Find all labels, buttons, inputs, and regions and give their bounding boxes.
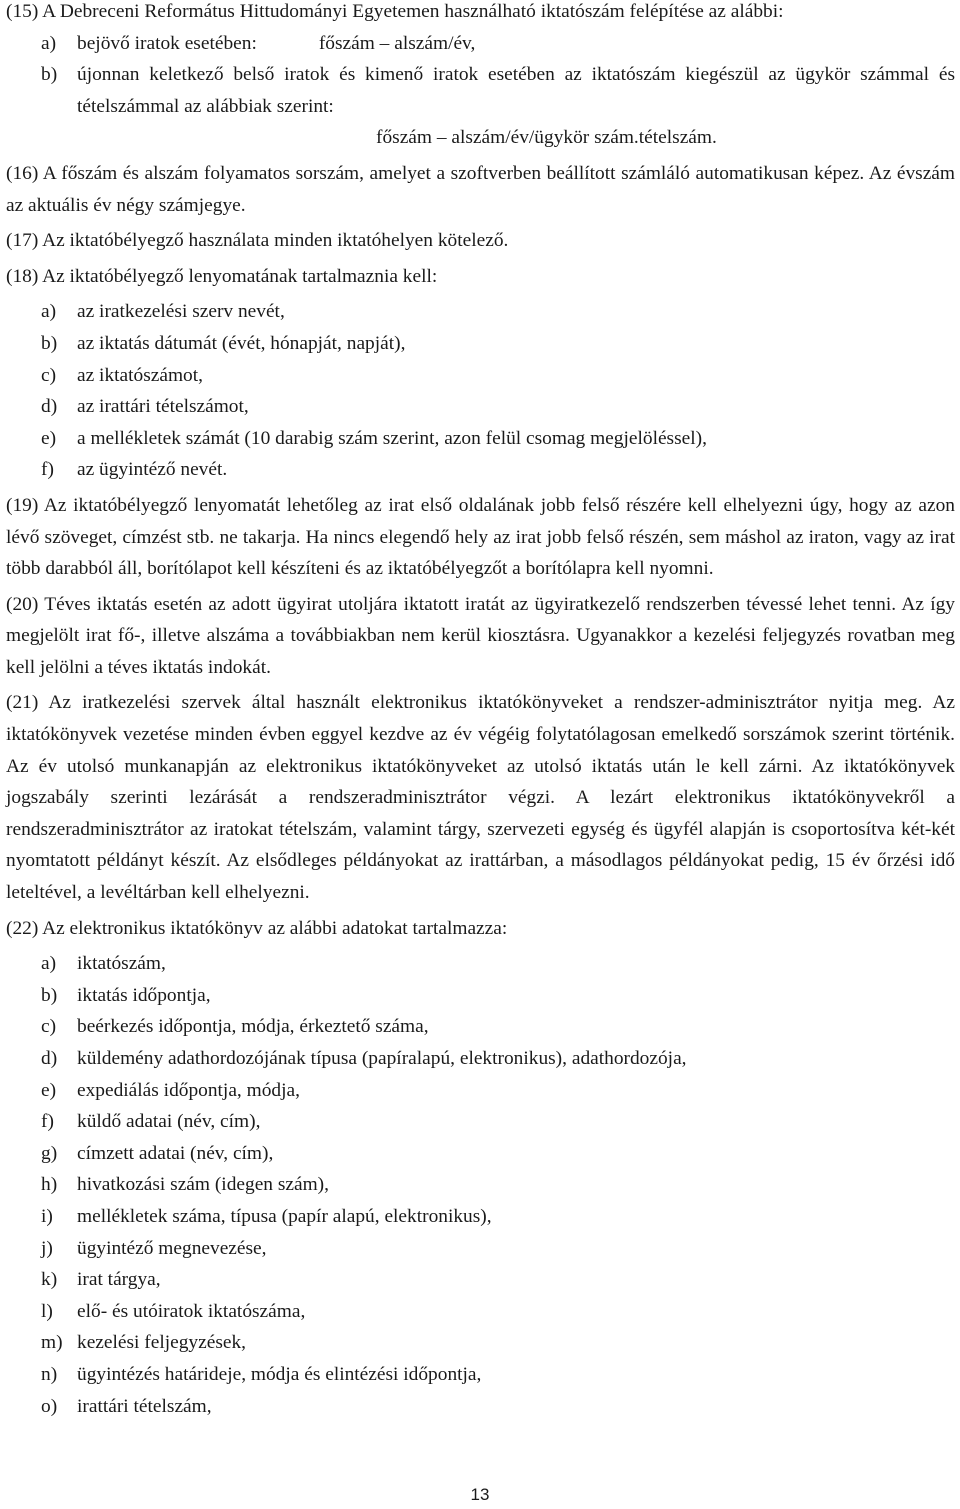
list-item-18-b xyxy=(6,328,955,360)
list-item-22-a xyxy=(6,948,955,980)
list-item-22-i xyxy=(6,1201,955,1233)
list-label: g) xyxy=(41,1142,58,1164)
list-text: irat tárgya, xyxy=(77,1269,161,1291)
list-label: f) xyxy=(41,459,54,481)
list-label: i) xyxy=(41,1205,53,1227)
list-text: ügyintézés határideje, módja és elintézési időpontja, xyxy=(77,1363,482,1385)
list-text: hivatkozási szám (idegen szám), xyxy=(77,1174,329,1196)
list-item-22-d xyxy=(6,1043,955,1075)
list-text: az iratkezelési szerv nevét, xyxy=(77,301,285,323)
list-item-18-d xyxy=(6,391,955,423)
list-text: irattári tételszám, xyxy=(77,1395,212,1417)
list-text: expediálás időpontja, módja, xyxy=(77,1079,300,1101)
page-content xyxy=(6,0,955,1426)
list-label: b) xyxy=(41,64,58,86)
list-label: h) xyxy=(41,1174,58,1196)
list-text: az irattári tételszámot, xyxy=(77,396,249,418)
list-text: címzett adatai (név, cím), xyxy=(77,1142,274,1164)
list-label: l) xyxy=(41,1300,53,1322)
list-item-18-c xyxy=(6,360,955,392)
list-text: az ügyintéző nevét. xyxy=(77,459,228,481)
list-text: iktatás időpontja, xyxy=(77,984,211,1006)
list-label: d) xyxy=(41,396,58,418)
list-item-18-a xyxy=(6,296,955,328)
list-label: c) xyxy=(41,1016,57,1038)
list-item-22-l xyxy=(6,1296,955,1328)
list-item-22-h xyxy=(6,1169,955,1201)
list-label: n) xyxy=(41,1363,58,1385)
list-item-22-o xyxy=(6,1391,955,1423)
paragraph-16: (16) A főszám és alszám folyamatos sorszám, amelyet a szoftverben beállított számláló automatikusan képez. Az évszám az aktuális év négy számjegye. xyxy=(6,162,955,216)
list-text: elő- és utóiratok iktatószáma, xyxy=(77,1300,306,1322)
list-item-22-k xyxy=(6,1264,955,1296)
list-text: bejövő iratok esetében: xyxy=(77,32,257,54)
list-text: beérkezés időpontja, módja, érkeztető száma, xyxy=(77,1016,429,1038)
list-text: ügyintéző megnevezése, xyxy=(77,1237,267,1259)
list-text: mellékletek száma, típusa (papír alapú, elektronikus), xyxy=(77,1205,492,1227)
page-number: 13 xyxy=(470,1485,490,1504)
paragraph-22: (22) Az elektronikus iktatókönyv az alábbi adatokat tartalmazza: xyxy=(6,917,508,939)
list-text: az iktatás dátumát (évét, hónapját, napját), xyxy=(77,332,406,354)
list-text: küldemény adathordozójának típusa (papíralapú, elektronikus), adathordozója, xyxy=(77,1048,687,1069)
list-text: újonnan keletkező belső iratok és kimenő iratok esetében az iktatószám kiegészül az ügykör számmal és tételszámmal az alábbiak szerint: xyxy=(77,64,955,117)
list-item-22-g xyxy=(6,1138,955,1170)
list-label: a) xyxy=(41,301,57,323)
list-item-22-n xyxy=(6,1359,955,1391)
list-label: o) xyxy=(41,1395,58,1417)
paragraph-15: (15) A Debreceni Református Hittudományi Egyetemen használható iktatószám felépítése az alábbi: xyxy=(6,1,784,22)
list-label: a) xyxy=(41,32,57,54)
list-22 xyxy=(6,948,955,1422)
list-label: k) xyxy=(41,1269,58,1291)
list-label: f) xyxy=(41,1111,54,1133)
list-label: e) xyxy=(41,427,57,449)
list-item-18-f xyxy=(6,454,955,486)
paragraph-19: (19) Az iktatóbélyegző lenyomatát lehetőleg az irat első oldalának jobb felső részére kell elhelyezni úgy, hogy az azon lévő szöveget, címzést stb. ne takarja. Ha nincs elegendő hely az irat jobb felső részén, sem máshol az iraton, vagy az irat több darabból áll, borítólapot kell készíteni és az iktatóbélyegzőt a borítólapra kell nyomni. xyxy=(6,494,955,580)
list-label: d) xyxy=(41,1048,58,1069)
list-item-22-c xyxy=(6,1011,955,1043)
list-item-15-b xyxy=(6,59,955,122)
list-text: iktatószám, xyxy=(77,953,166,975)
list-item-22-e xyxy=(6,1075,955,1107)
paragraph-20: (20) Téves iktatás esetén az adott ügyirat utoljára iktatott iratát az ügyiratkezelő rendszerben tévessé lehet tenni. Az így megjelölt irat fő-, illetve alszáma a továbbiakban nem kerül kiosztásra. Ugyanakkor a kezelési feljegyzés rovatban meg kell jelölni a téves iktatás indokát. xyxy=(6,593,955,678)
list-label: m) xyxy=(41,1332,63,1354)
list-item-15-a xyxy=(6,28,955,60)
list-item-22-m xyxy=(6,1327,955,1359)
list-item-22-f xyxy=(6,1106,955,1138)
formula-line: főszám – alszám/év/ügykör szám.tételszám. xyxy=(376,127,717,149)
list-text: a mellékletek számát (10 darabig szám szerint, azon felül csomag megjelöléssel), xyxy=(77,427,707,449)
list-text: az iktatószámot, xyxy=(77,364,203,386)
list-item-22-j xyxy=(6,1233,955,1265)
paragraph-17: (17) Az iktatóbélyegző használata minden iktatóhelyen kötelező. xyxy=(6,230,509,252)
list-label: j) xyxy=(41,1237,53,1259)
list-label: c) xyxy=(41,364,57,386)
list-label: a) xyxy=(41,953,57,975)
list-label: b) xyxy=(41,332,58,354)
paragraph-21: (21) Az iratkezelési szervek által használt elektronikus iktatókönyveket a rendszer-adminisztrátor nyitja meg. Az iktatókönyvek vezetése minden évben eggyel kezdve az év végéig folytatólagosan emelkedő sorszámok szerint történik. Az év utolsó munkanapján az elektronikus iktatókönyveket az utolsó iktatás után le kell zárni. Az iktatókönyvek jogszabály szerinti lezárását a rendszeradminisztrátor végzi. A lezárt elektronikus iktatókönyvekről a rendszeradminisztrátor az iratokat tételszám, valamint tárgy, szervezeti egység és ügyfél alapján is csoportosítva két-két nyomtatott példányt készít. Az elsődleges példányokat az irattárban, a másodlagos példányokat pedig, 15 év őrzési idő leteltével, a levéltárban kell elhelyezni. xyxy=(6,692,955,904)
list-item-18-e xyxy=(6,423,955,455)
paragraph-18: (18) Az iktatóbélyegző lenyomatának tartalmaznia kell: xyxy=(6,265,438,287)
list-item-22-b xyxy=(6,980,955,1012)
list-18 xyxy=(6,296,955,486)
list-15 xyxy=(6,28,955,154)
list-text: kezelési feljegyzések, xyxy=(77,1332,247,1354)
list-label: b) xyxy=(41,984,58,1006)
list-text: küldő adatai (név, cím), xyxy=(77,1111,261,1133)
list-label: e) xyxy=(41,1079,57,1101)
list-formula: főszám – alszám/év, xyxy=(318,32,476,54)
